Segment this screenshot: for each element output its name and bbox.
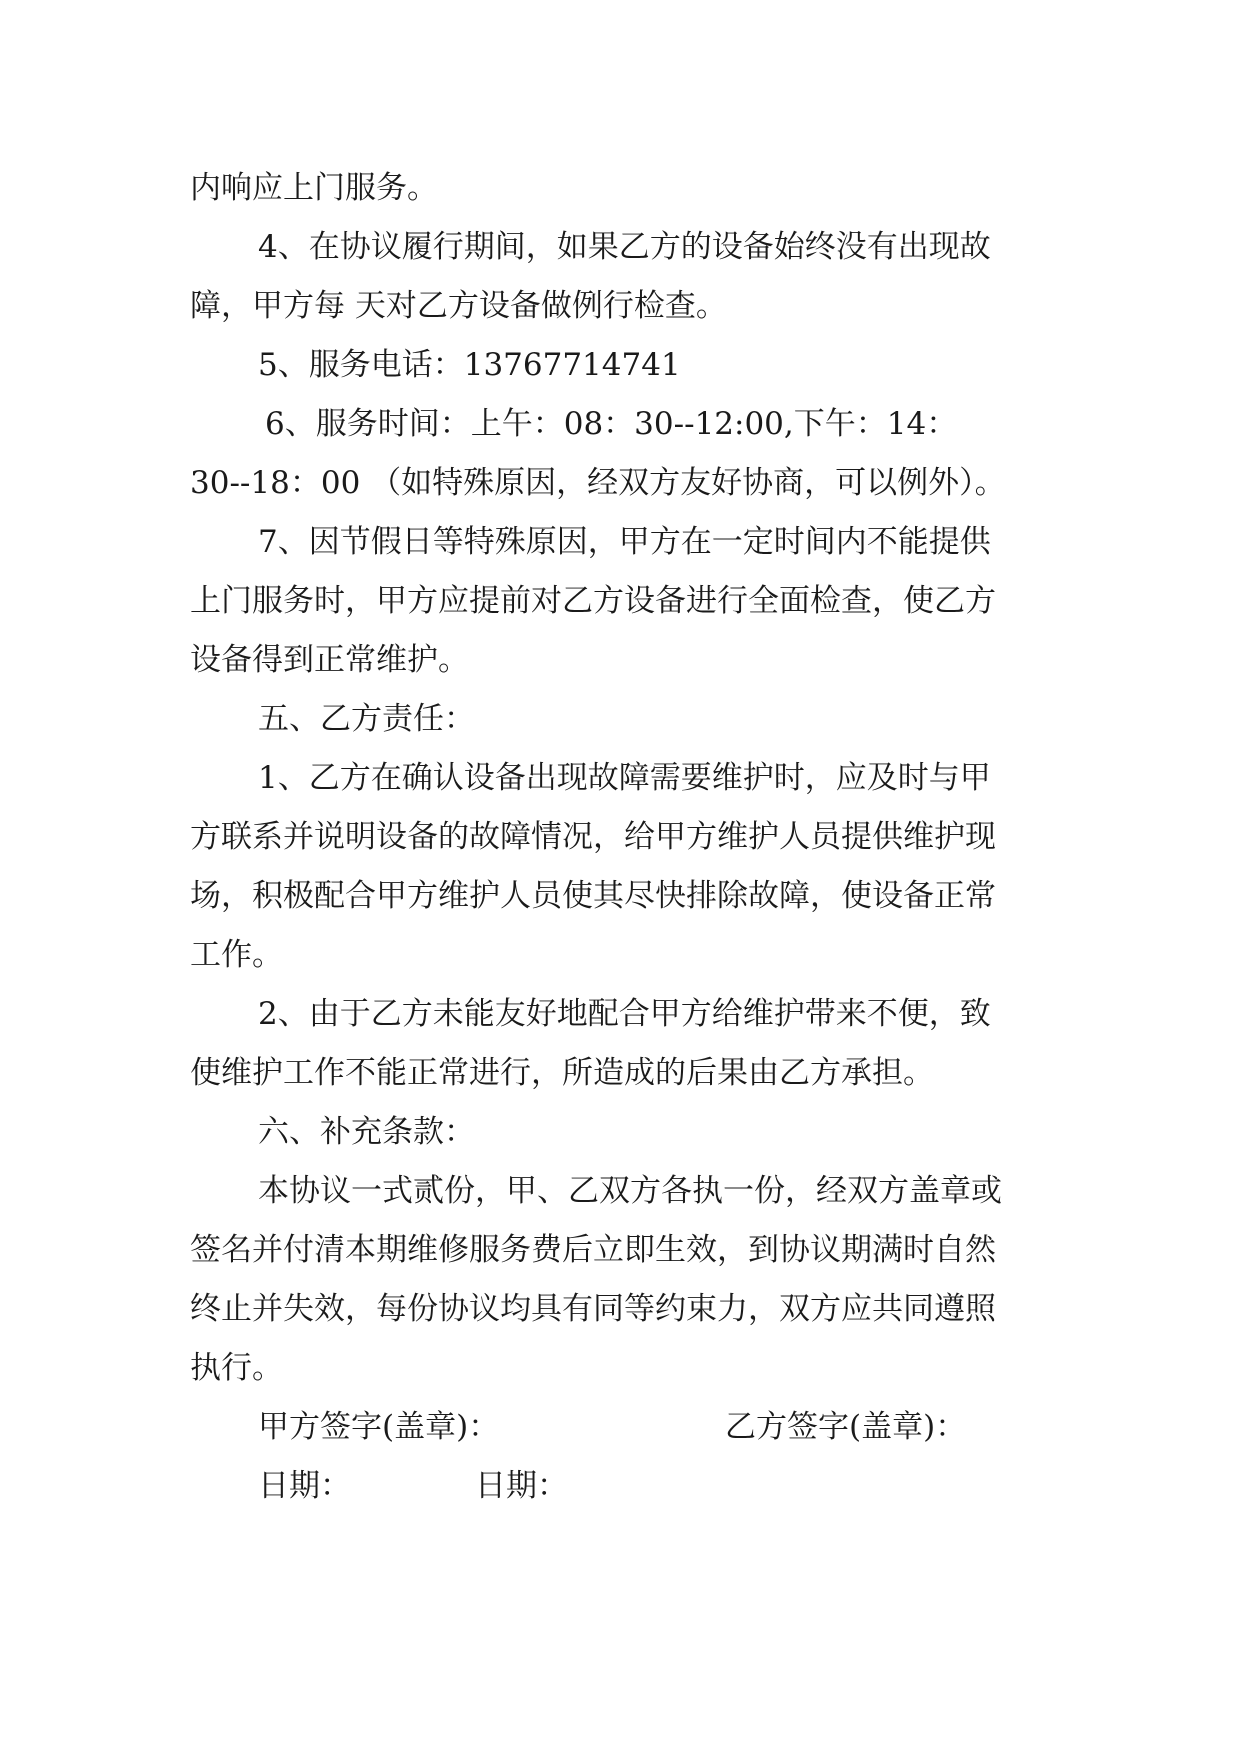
section-heading-6: 六、补充条款： [258, 1114, 475, 1150]
text-line-18: 本协议一式贰份，甲、乙双方各执一份，经双方盖章或 [258, 1173, 1002, 1209]
text-line-21: 执行。 [190, 1350, 283, 1386]
text-line-9: 设备得到正常维护。 [190, 642, 469, 678]
party-a-signature-label: 甲方签字(盖章)： [258, 1409, 500, 1445]
text-line-3: 障，甲方每 天对乙方设备做例行检查。 [190, 288, 727, 324]
text-line-13: 场，积极配合甲方维护人员使其尽快排除故障，使设备正常 [190, 878, 996, 914]
text-line-11: 1、乙方在确认设备出现故障需要维护时，应及时与甲 [258, 760, 991, 796]
party-a-date-label: 日期： [258, 1468, 351, 1504]
text-line-5: 6、服务时间：上午：08：30--12:00,下午：14： [265, 406, 958, 442]
text-line-4: 5、服务电话：13767714741 [258, 347, 681, 383]
text-line-2: 4、在协议履行期间，如果乙方的设备始终没有出现故 [258, 229, 991, 265]
text-line-15: 2、由于乙方未能友好地配合甲方给维护带来不便，致 [258, 996, 991, 1032]
section-heading-5: 五、乙方责任： [258, 701, 475, 737]
text-line-20: 终止并失效，每份协议均具有同等约束力，双方应共同遵照 [190, 1291, 996, 1327]
party-b-date-label: 日期： [475, 1468, 568, 1504]
text-line-16: 使维护工作不能正常进行，所造成的后果由乙方承担。 [190, 1055, 934, 1091]
text-line-1: 内响应上门服务。 [190, 170, 438, 206]
text-line-14: 工作。 [190, 937, 283, 973]
text-line-6: 30--18：00 （如特殊原因，经双方友好协商，可以例外）。 [190, 465, 1006, 501]
text-line-12: 方联系并说明设备的故障情况，给甲方维护人员提供维护现 [190, 819, 996, 855]
text-line-8: 上门服务时，甲方应提前对乙方设备进行全面检查，使乙方 [190, 583, 996, 619]
text-line-19: 签名并付清本期维修服务费后立即生效，到协议期满时自然 [190, 1232, 996, 1268]
party-b-signature-label: 乙方签字(盖章)： [725, 1409, 967, 1445]
text-line-7: 7、因节假日等特殊原因，甲方在一定时间内不能提供 [258, 524, 991, 560]
